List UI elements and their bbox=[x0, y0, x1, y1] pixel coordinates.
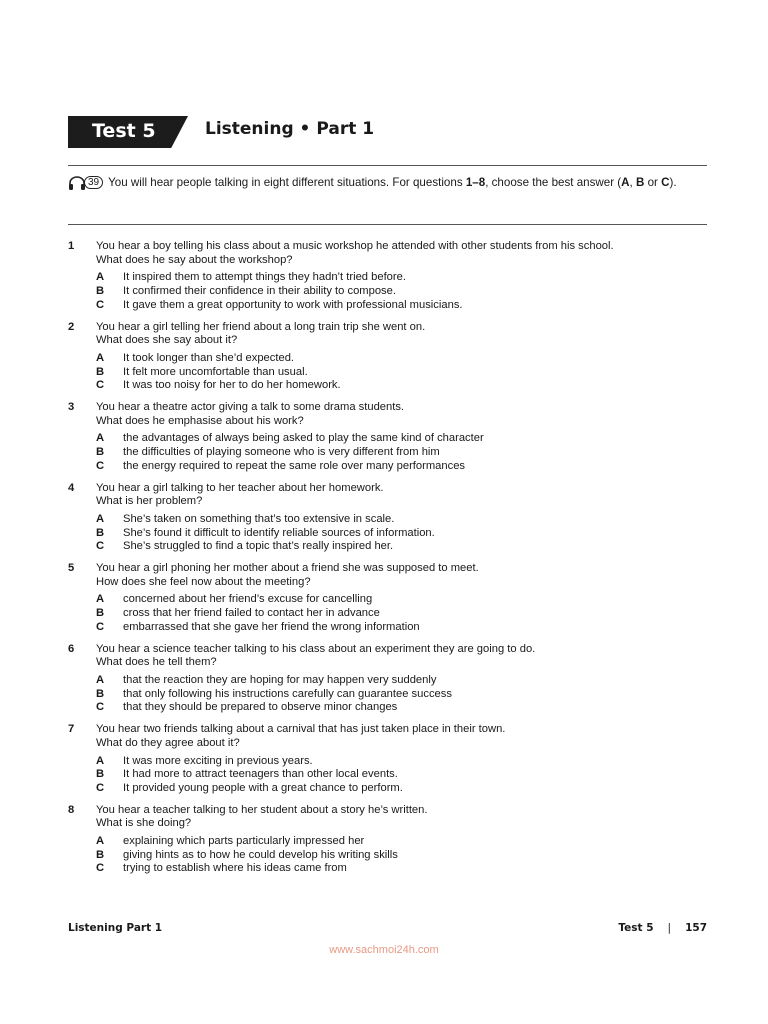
instructions-text-mid: , choose the best answer ( bbox=[485, 176, 622, 189]
question-item bbox=[68, 401, 708, 474]
answer-option bbox=[96, 782, 708, 796]
question-number: 2 bbox=[68, 320, 75, 333]
section-title: Listening • Part 1 bbox=[205, 119, 375, 139]
option-letter: A bbox=[96, 754, 105, 767]
option-text: It provided young people with a great chance to perform. bbox=[123, 781, 403, 794]
instructions-text-after: ). bbox=[669, 176, 677, 189]
question-item bbox=[68, 643, 708, 716]
answer-option bbox=[96, 674, 708, 688]
question-stem-line: What is her problem? bbox=[96, 495, 203, 508]
answer-option bbox=[96, 460, 708, 474]
option-text: embarrassed that she gave her friend the wrong information bbox=[123, 620, 420, 633]
option-text: the difficulties of playing someone who is very different from him bbox=[123, 446, 440, 459]
question-stem bbox=[96, 240, 708, 267]
option-letter: C bbox=[96, 298, 105, 311]
answer-option bbox=[96, 768, 708, 782]
question-stem bbox=[96, 804, 708, 831]
option-letter: B bbox=[96, 848, 105, 861]
question-number: 1 bbox=[68, 240, 75, 252]
answer-option bbox=[96, 271, 708, 285]
option-letter: A bbox=[96, 673, 105, 686]
question-stem-line: You hear a girl talking to her teacher about her homework. bbox=[96, 481, 384, 494]
option-letter: C bbox=[96, 701, 105, 714]
option-text: It inspired them to attempt things they hadn’t tried before. bbox=[123, 271, 406, 284]
footer-page-info bbox=[618, 922, 707, 934]
option-text: It took longer than she’d expected. bbox=[123, 351, 295, 364]
audio-track-badge bbox=[68, 176, 103, 190]
option-text: It felt more uncomfortable than usual. bbox=[123, 365, 308, 378]
option-text: trying to establish where his ideas came from bbox=[123, 862, 347, 875]
question-stem-line: You hear a science teacher talking to his class about an experiment they are going to do. bbox=[96, 642, 536, 655]
answer-option bbox=[96, 285, 708, 299]
question-stem-line: You hear two friends talking about a carnival that has just taken place in their town. bbox=[96, 723, 506, 736]
option-text: concerned about her friend’s excuse for cancelling bbox=[123, 593, 373, 606]
question-stem bbox=[96, 321, 708, 348]
answer-option bbox=[96, 352, 708, 366]
footer-section-label: Listening Part 1 bbox=[68, 922, 163, 934]
question-stem-line: You hear a girl phoning her mother about a friend she was supposed to meet. bbox=[96, 562, 479, 575]
answer-option bbox=[96, 366, 708, 380]
option-text: She’s taken on something that’s too extensive in scale. bbox=[123, 512, 395, 525]
footer-test-label: Test 5 bbox=[618, 922, 654, 934]
option-letter: B bbox=[96, 446, 105, 459]
answer-option bbox=[96, 299, 708, 313]
option-text: She’s struggled to find a topic that’s really inspired her. bbox=[123, 540, 394, 553]
question-stem bbox=[96, 723, 708, 750]
answer-options bbox=[96, 755, 708, 796]
question-list bbox=[68, 240, 708, 884]
answer-options bbox=[96, 593, 708, 634]
answer-option bbox=[96, 593, 708, 607]
option-letter: C bbox=[96, 862, 105, 875]
question-item bbox=[68, 321, 708, 394]
question-number: 5 bbox=[68, 562, 75, 575]
instructions-divider bbox=[68, 224, 707, 225]
question-stem bbox=[96, 401, 708, 428]
question-stem-line: What does he emphasise about his work? bbox=[96, 414, 304, 427]
option-text: It was more exciting in previous years. bbox=[123, 754, 313, 767]
instructions-range: 1–8 bbox=[465, 176, 486, 189]
question-stem bbox=[96, 562, 708, 589]
option-text: It confirmed their confidence in their ability to compose. bbox=[123, 285, 396, 298]
option-text: that only following his instructions carefully can guarantee success bbox=[123, 687, 452, 700]
instructions-opt-c: C bbox=[661, 176, 670, 189]
option-text: giving hints as to how he could develop his writing skills bbox=[123, 848, 398, 861]
option-text: It was too noisy for her to do her homework. bbox=[123, 379, 341, 392]
top-divider bbox=[68, 165, 707, 166]
answer-option bbox=[96, 862, 708, 876]
option-letter: C bbox=[96, 459, 105, 472]
option-text: cross that her friend failed to contact her in advance bbox=[123, 607, 380, 620]
instructions-opt-b: B bbox=[636, 176, 645, 189]
question-number: 8 bbox=[68, 803, 75, 816]
page-number: 157 bbox=[685, 922, 707, 934]
option-letter: B bbox=[96, 687, 105, 700]
question-stem-line: You hear a teacher talking to her student about a story he’s written. bbox=[96, 803, 428, 816]
answer-option bbox=[96, 527, 708, 541]
option-text: the energy required to repeat the same role over many performances bbox=[123, 459, 466, 472]
option-letter: C bbox=[96, 379, 105, 392]
footer-separator: | bbox=[667, 922, 672, 934]
question-stem-line: You hear a theatre actor giving a talk to some drama students. bbox=[96, 401, 405, 414]
question-stem-line: What does he tell them? bbox=[96, 656, 217, 669]
option-letter: B bbox=[96, 365, 105, 378]
question-stem-line: What do they agree about it? bbox=[96, 736, 240, 749]
option-letter: C bbox=[96, 620, 105, 633]
option-letter: A bbox=[96, 351, 105, 364]
question-item bbox=[68, 723, 708, 796]
question-stem bbox=[96, 482, 708, 509]
option-letter: A bbox=[96, 432, 105, 445]
option-letter: B bbox=[96, 768, 105, 781]
answer-option bbox=[96, 540, 708, 554]
option-text: that the reaction they are hoping for may happen very suddenly bbox=[123, 673, 437, 686]
option-letter: C bbox=[96, 540, 105, 553]
answer-options bbox=[96, 674, 708, 715]
question-stem-line: You hear a girl telling her friend about a long train trip she went on. bbox=[96, 320, 426, 333]
question-number: 3 bbox=[68, 401, 75, 414]
question-number: 4 bbox=[68, 481, 75, 494]
option-text: It had more to attract teenagers than other local events. bbox=[123, 768, 398, 781]
answer-options bbox=[96, 352, 708, 393]
option-letter: C bbox=[96, 781, 105, 794]
instructions-sep1: , bbox=[629, 176, 636, 189]
answer-option bbox=[96, 607, 708, 621]
option-letter: B bbox=[96, 526, 105, 539]
option-letter: A bbox=[96, 512, 105, 525]
instructions bbox=[68, 175, 708, 190]
answer-options bbox=[96, 513, 708, 554]
question-stem-line: What does she say about it? bbox=[96, 334, 238, 347]
answer-option bbox=[96, 701, 708, 715]
question-item bbox=[68, 804, 708, 877]
answer-options bbox=[96, 271, 708, 312]
answer-option bbox=[96, 849, 708, 863]
answer-option bbox=[96, 446, 708, 460]
track-number: 39 bbox=[84, 176, 103, 189]
option-letter: A bbox=[96, 593, 105, 606]
test-label: Test 5 bbox=[92, 120, 156, 142]
option-letter: B bbox=[96, 607, 105, 620]
option-letter: A bbox=[96, 271, 105, 284]
option-text: explaining which parts particularly impressed her bbox=[123, 835, 365, 848]
answer-options bbox=[96, 432, 708, 473]
answer-option bbox=[96, 621, 708, 635]
question-stem bbox=[96, 643, 708, 670]
question-number: 6 bbox=[68, 642, 75, 655]
question-item bbox=[68, 482, 708, 555]
watermark: www.sachmoi24h.com bbox=[329, 944, 439, 956]
question-number: 7 bbox=[68, 723, 75, 736]
question-stem-line: How does she feel now about the meeting? bbox=[96, 575, 311, 588]
question-stem-line: What does he say about the workshop? bbox=[96, 253, 293, 266]
question-item bbox=[68, 562, 708, 635]
instructions-sep2: or bbox=[644, 176, 662, 189]
option-text: It gave them a great opportunity to work with professional musicians. bbox=[123, 298, 463, 311]
option-letter: A bbox=[96, 835, 105, 848]
instructions-text-before: You will hear people talking in eight different situations. For questions bbox=[108, 176, 466, 189]
answer-option bbox=[96, 688, 708, 702]
question-item bbox=[68, 240, 708, 313]
instructions-opt-a: A bbox=[621, 176, 630, 189]
option-text: that they should be prepared to observe minor changes bbox=[123, 701, 398, 714]
option-letter: B bbox=[96, 285, 105, 298]
answer-option bbox=[96, 755, 708, 769]
question-stem-line: You hear a boy telling his class about a music workshop he attended with other students from his school. bbox=[96, 240, 614, 252]
answer-option bbox=[96, 835, 708, 849]
option-text: the advantages of always being asked to play the same kind of character bbox=[123, 432, 484, 445]
option-text: She’s found it difficult to identify reliable sources of information. bbox=[123, 526, 435, 539]
answer-option bbox=[96, 513, 708, 527]
answer-option bbox=[96, 432, 708, 446]
answer-option bbox=[96, 379, 708, 393]
question-stem-line: What is she doing? bbox=[96, 817, 192, 830]
answer-options bbox=[96, 835, 708, 876]
